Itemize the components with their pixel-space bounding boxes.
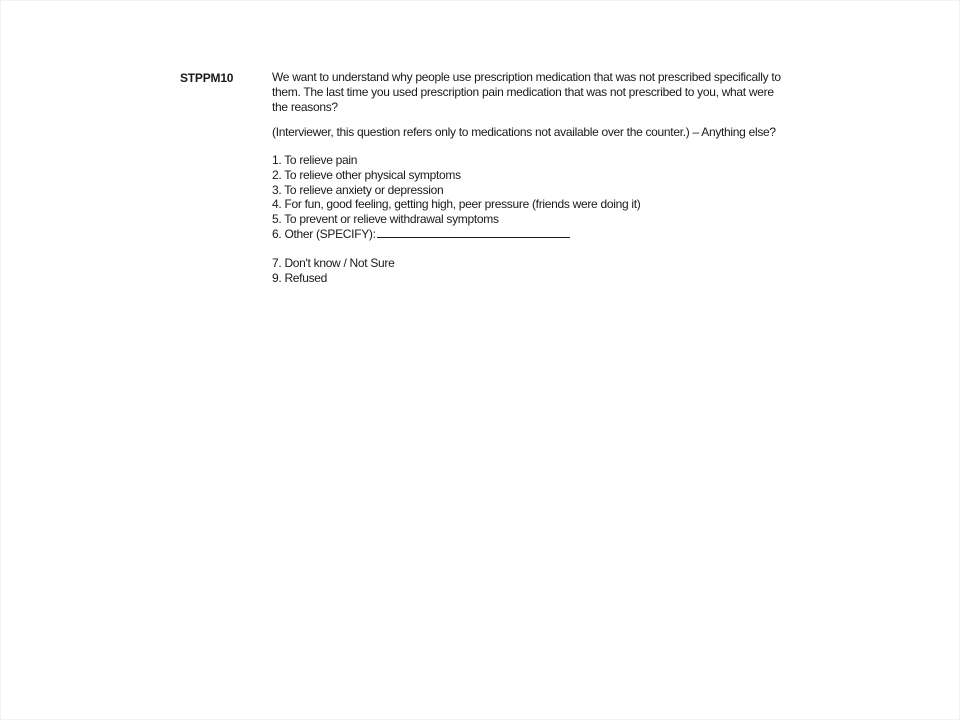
option-5-label: 5. To prevent or relieve withdrawal symptoms (272, 212, 499, 227)
option-1-label: 1. To relieve pain (272, 153, 358, 167)
option-5 (272, 212, 782, 227)
option-refused (272, 271, 782, 286)
question-id: STPPM10 (180, 71, 234, 85)
option-2 (272, 168, 782, 183)
response-options (272, 153, 782, 242)
option-3-label: 3. To relieve anxiety or depression (272, 182, 444, 197)
option-dont-know (272, 256, 782, 271)
question-text: We want to understand why people use prescription medication that was not prescribed specifically to them. The last time you used prescription pain medication that was not prescribed to you, what were the reasons? (272, 70, 781, 114)
option-4 (272, 197, 782, 212)
option-6-label: 6. Other (SPECIFY): (272, 226, 376, 241)
option-6 (272, 227, 782, 242)
option-3 (272, 183, 782, 198)
option-4-label: 4. For fun, good feeling, getting high, peer pressure (friends were doing it) (272, 197, 641, 212)
non-response-options (272, 256, 782, 286)
question-body (272, 70, 782, 285)
option-dont-know-label: 7. Don't know / Not Sure (272, 255, 395, 270)
option-2-label: 2. To relieve other physical symptoms (272, 167, 461, 182)
interviewer-note: (Interviewer, this question refers only to medications not available over the counter.) – Anything else? (272, 125, 776, 139)
specify-blank-line (377, 228, 570, 238)
option-refused-label: 9. Refused (272, 270, 328, 285)
option-1 (272, 153, 782, 168)
